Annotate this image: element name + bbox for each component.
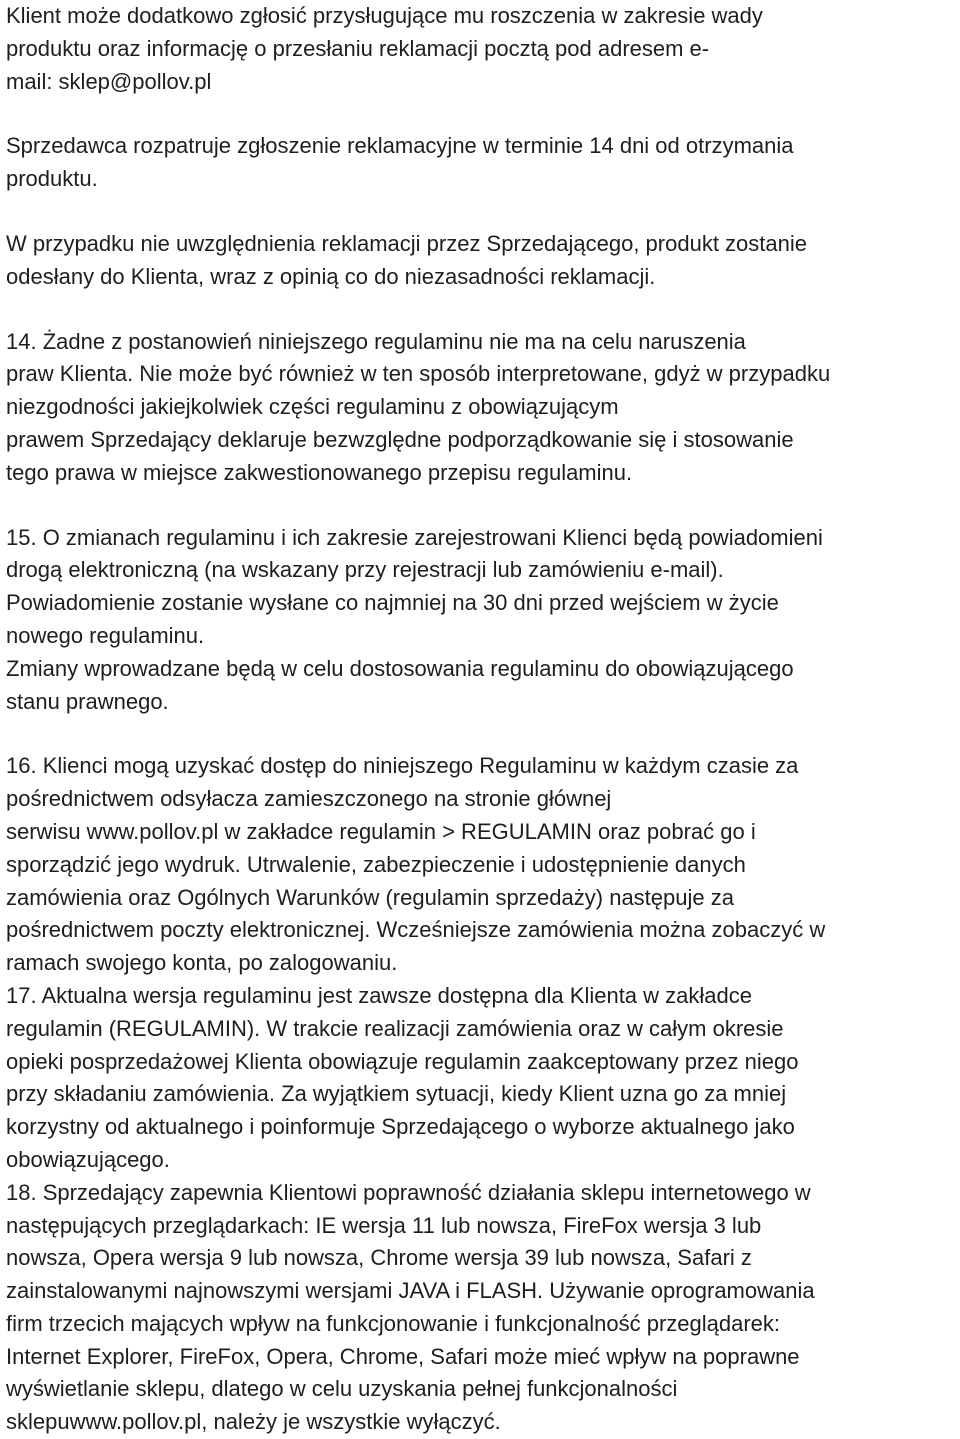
paragraph-complaint-rejected <box>6 228 950 294</box>
text-line: korzystny od aktualnego i poinformuje Sprzedającego o wyborze aktualnego jako <box>6 1114 795 1140</box>
text-line: pośrednictwem poczty elektronicznej. Wcześniejsze zamówienia można zobaczyć w <box>6 917 826 943</box>
text-line: produktu oraz informację o przesłaniu reklamacji pocztą pod adresem e- <box>6 35 710 61</box>
paragraph-spacer <box>6 196 950 228</box>
text-line: 14. Żadne z postanowień niniejszego regulaminu nie ma na celu naruszenia <box>6 328 746 354</box>
text-line: nowsza, Opera wersja 9 lub nowsza, Chrome wersja 39 lub nowsza, Safari z <box>6 1245 752 1271</box>
text-line: firm trzecich mających wpływ na funkcjonowanie i funkcjonalność przeglądarek: <box>6 1310 781 1336</box>
text-line: sklepuwww.pollov.pl, należy je wszystkie wyłączyć. <box>6 1409 501 1435</box>
text-line: ramach swojego konta, po zalogowaniu. <box>6 950 398 976</box>
paragraph-complaint-contact <box>6 0 950 98</box>
paragraph-spacer <box>6 718 950 750</box>
text-line: 18. Sprzedający zapewnia Klientowi poprawność działania sklepu internetowego w <box>6 1179 811 1205</box>
text-line: Internet Explorer, FireFox, Opera, Chrome, Safari może mieć wpływ na poprawne <box>6 1343 800 1369</box>
paragraph-section-14 <box>6 326 950 490</box>
text-line: prawem Sprzedający deklaruje bezwzględne podporządkowanie się i stosowanie <box>6 426 794 452</box>
text-line: regulamin (REGULAMIN). W trakcie realizacji zamówienia oraz w całym okresie <box>6 1015 784 1041</box>
text-line: W przypadku nie uwzględnienia reklamacji przez Sprzedającego, produkt zostanie <box>6 230 807 256</box>
text-line: odesłany do Klienta, wraz z opinią co do niezasadności reklamacji. <box>6 263 656 289</box>
paragraph-spacer <box>6 490 950 522</box>
text-line: przy składaniu zamówienia. Za wyjątkiem sytuacji, kiedy Klient uzna go za mniej <box>6 1081 787 1107</box>
paragraph-sections-16-18 <box>6 750 950 1439</box>
text-line: wyświetlanie sklepu, dlatego w celu uzyskania pełnej funkcjonalności <box>6 1376 678 1402</box>
text-line: 17. Aktualna wersja regulaminu jest zawsze dostępna dla Klienta w zakładce <box>6 982 752 1008</box>
text-line: zainstalowanymi najnowszymi wersjami JAVA i FLASH. Używanie oprogramowania <box>6 1278 815 1304</box>
paragraph-complaint-deadline <box>6 130 950 196</box>
paragraph-spacer <box>6 294 950 326</box>
paragraph-spacer <box>6 98 950 130</box>
text-line: praw Klienta. Nie może być również w ten sposób interpretowane, gdyż w przypadku <box>6 361 831 387</box>
text-line: zamówienia oraz Ogólnych Warunków (regulamin sprzedaży) następuje za <box>6 884 734 910</box>
text-line: 16. Klienci mogą uzyskać dostęp do niniejszego Regulaminu w każdym czasie za <box>6 753 799 779</box>
text-line: stanu prawnego. <box>6 688 169 714</box>
text-line: obowiązującego. <box>6 1146 170 1172</box>
text-line: Powiadomienie zostanie wysłane co najmniej na 30 dni przed wejściem w życie <box>6 590 779 616</box>
text-line: tego prawa w miejsce zakwestionowanego przepisu regulaminu. <box>6 459 633 485</box>
text-line: nowego regulaminu. <box>6 622 205 648</box>
text-line: sporządzić jego wydruk. Utrwalenie, zabezpieczenie i udostępnienie danych <box>6 851 746 877</box>
text-line: produktu. <box>6 166 98 192</box>
text-line: 15. O zmianach regulaminu i ich zakresie zarejestrowani Klienci będą powiadomieni <box>6 524 823 550</box>
text-line: niezgodności jakiejkolwiek części regulaminu z obowiązującym <box>6 394 619 420</box>
text-line: następujących przeglądarkach: IE wersja 11 lub nowsza, FireFox wersja 3 lub <box>6 1212 762 1238</box>
text-line: opieki posprzedażowej Klienta obowiązuje regulamin zaakceptowany przez niego <box>6 1048 799 1074</box>
text-line: pośrednictwem odsyłacza zamieszczonego na stronie głównej <box>6 786 612 812</box>
text-line: Zmiany wprowadzane będą w celu dostosowania regulaminu do obowiązującego <box>6 655 794 681</box>
text-line: drogą elektroniczną (na wskazany przy rejestracji lub zamówieniu e-mail). <box>6 557 724 583</box>
paragraph-section-15 <box>6 522 950 719</box>
text-line: serwisu www.pollov.pl w zakładce regulamin > REGULAMIN oraz pobrać go i <box>6 818 756 844</box>
text-line: mail: sklep@pollov.pl <box>6 68 212 94</box>
text-line: Klient może dodatkowo zgłosić przysługujące mu roszczenia w zakresie wady <box>6 3 763 28</box>
text-line: Sprzedawca rozpatruje zgłoszenie reklamacyjne w terminie 14 dni od otrzymania <box>6 133 794 159</box>
